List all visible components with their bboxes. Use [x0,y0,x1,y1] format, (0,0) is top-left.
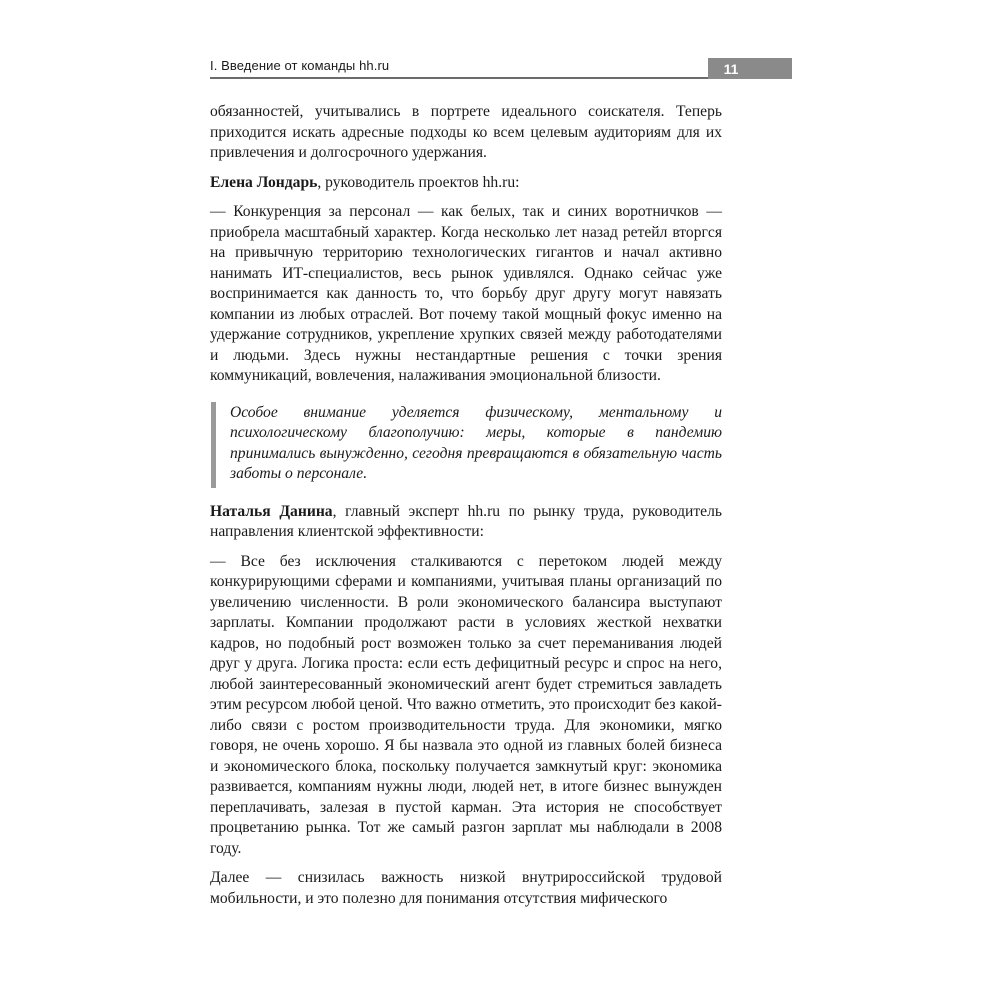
speaker-name: Елена Лондарь [210,173,318,191]
pull-quote-text: Особое внимание уделяется физическому, ментальному и психологическому благополучию: меры, которые в пандемию принимались вынужденно, сегодня превращаются в обязательную часть заботы о персонале. [230,403,722,482]
speaker-role: , руководитель проектов hh.ru: [317,173,520,191]
speaker-name: Наталья Данина [210,502,333,520]
paragraph-continuation: Далее — снизилась важность низкой внутрироссийской трудовой мобильности, и это полезно для понимания отсутствия мифического [210,869,722,907]
paragraph-londar-quote: — Конкуренция за персонал — как белых, так и синих воротничков — приобрела масштабный характер. Когда несколько лет назад ретейл вторгся на привычную территорию технологических гигантов и начал активно нанимать ИТ-специалистов, весь рынок удивлялся. Однако сейчас уже воспринимается как данность то, что борьбу друг другу могут навязать компании из любых отраслей. Вот почему такой мощный фокус именно на удержание сотрудников, укрепление хрупких связей между работодателями и людьми. Здесь нужны нестандартные решения с точки зрения коммуникаций, вовлечения, налаживания эмоциональной близости. [210,203,722,384]
speaker-intro-danina [210,502,722,543]
page-body [210,102,722,918]
speaker-role: , главный эксперт hh.ru по рынку труда, руководитель направления клиентской эффективности: [210,502,722,540]
paragraph-danina-quote: — Все без исключения сталкиваются с перетоком людей между конкурирующими сферами и компаниями, учитывая планы организаций по увеличению численности. В роли экономического балансира выступают зарплаты. Компании продолжают расти в условиях жесткой нехватки кадров, но подобный рост возможен только за счет переманивания людей друг у друга. Логика проста: если есть дефицитный ресурс и спрос на него, любой заинтересованный экономический агент будет стремиться завладеть этим ресурсом любой ценой. Что важно отметить, это происходит без какой-либо связи с ростом производительности труда. Для экономики, мягко говоря, не очень хорошо. Я бы назвала это одной из главных болей бизнеса и экономического блока, поскольку получается замкнутый круг: экономика развивается, компаниям нужны люди, людей нет, в итоге бизнес вынужден переплачивать, залезая в пустой карман. Эта история не способствует процветанию рынка. Тот же самый разгон зарплат мы наблюдали в 2008 году. [210,552,722,857]
page-number: 11 [723,61,739,77]
pull-quote [210,400,722,488]
quote-bar [211,402,216,488]
running-header [210,58,792,80]
speaker-intro-londar [210,173,722,194]
chapter-title: I. Введение от команды hh.ru [210,58,390,73]
paragraph-intro: обязанностей, учитывались в портрете идеального соискателя. Теперь приходится искать адресные подходы ко всем целевым аудиториям для их привлечения и долгосрочного удержания. [210,103,722,161]
header-rule [210,77,708,79]
